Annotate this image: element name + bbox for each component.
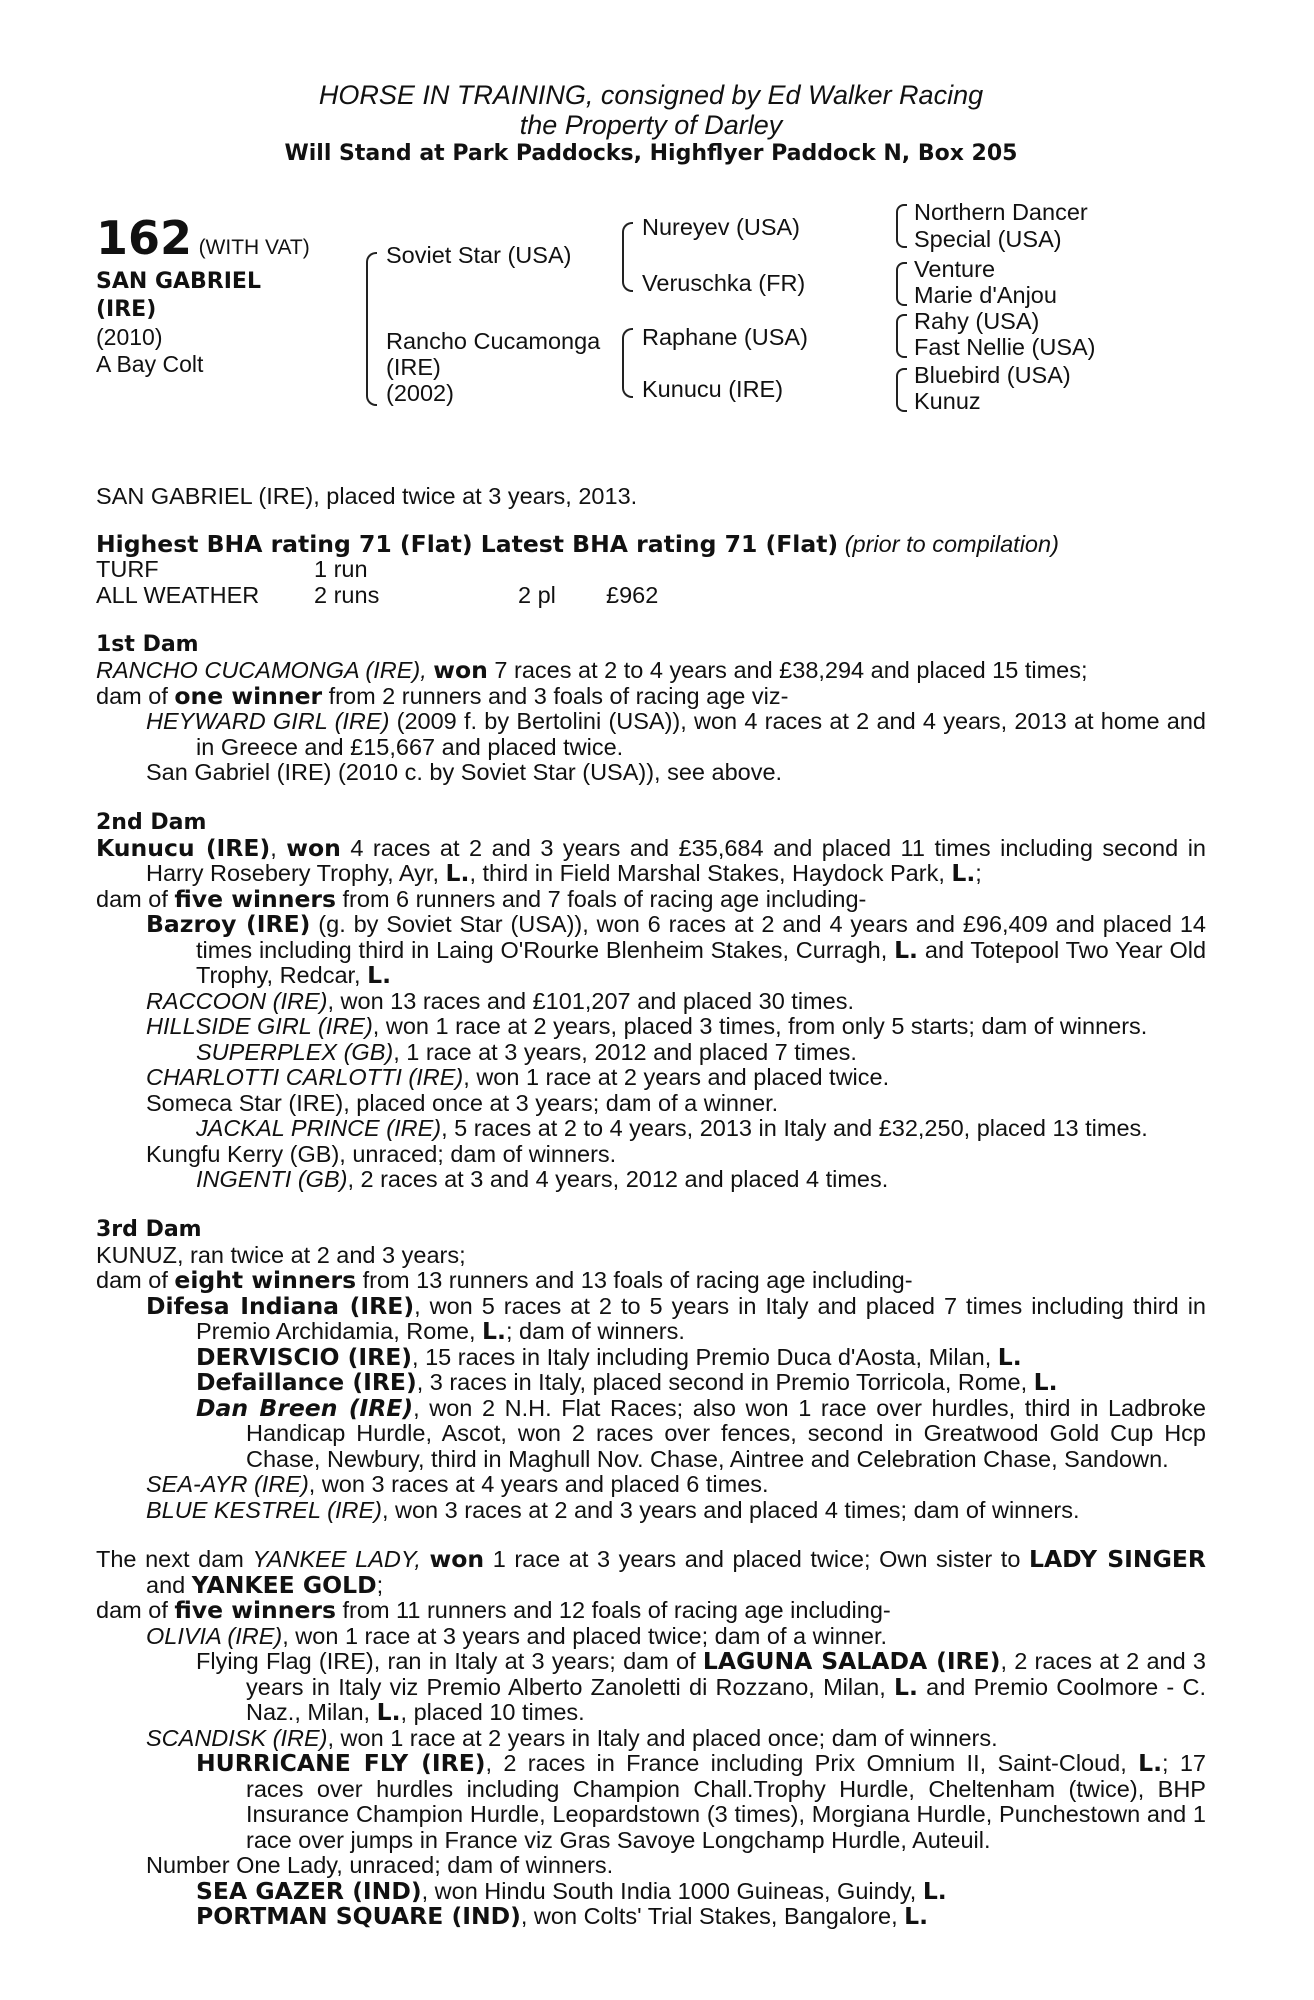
progeny-entry: SCANDISK (IRE), won 1 race at 2 years in Italy and placed once; dam of winners. bbox=[146, 1724, 998, 1751]
dam-line2: (IRE) bbox=[386, 354, 441, 380]
pedigree-bracket bbox=[896, 204, 907, 248]
lot-info bbox=[96, 211, 316, 378]
pedigree-bracket bbox=[896, 262, 907, 306]
sdd: Marie d'Anjou bbox=[914, 282, 1057, 308]
progeny-entry: OLIVIA (IRE), won 1 race at 3 years and placed twice; dam of a winner. bbox=[146, 1622, 888, 1649]
consignor-line: HORSE IN TRAINING, consigned by Ed Walker Racing bbox=[318, 80, 984, 110]
sss: Northern Dancer bbox=[914, 199, 1088, 225]
progeny-entry: INGENTI (GB), 2 races at 3 and 4 years, 2012 and placed 4 times. bbox=[196, 1166, 889, 1192]
progeny-entry: Number One Lady, unraced; dam of winners. bbox=[146, 1852, 614, 1878]
progeny-entry: DERVISCIO (IRE), 15 races in Italy including Premio Duca d'Aosta, Milan, L. bbox=[196, 1342, 1022, 1371]
progeny-entry: Defaillance (IRE), 3 races in Italy, placed second in Premio Torricola, Rome, L. bbox=[196, 1368, 1058, 1396]
ssd: Special (USA) bbox=[914, 226, 1062, 252]
progeny-entry: SUPERPLEX (GB), 1 race at 3 years, 2012 and placed 7 times. bbox=[196, 1038, 857, 1065]
progeny-entry: Dan Breen (IRE), won 2 N.H. Flat Races; also won 1 race over hurdles, third in Ladbroke Handicap Hurdle, Ascot, won 2 races over fences, second in Greatwood Gold Cup Hcp Chase, Newbury, third in Maghull Nov. Chase, Aintree and Celebration Chase, Sandown. bbox=[196, 1393, 1206, 1472]
progeny-entry: SEA-AYR (IRE), won 3 races at 4 years and placed 6 times. bbox=[146, 1471, 769, 1497]
section-title: 3rd Dam bbox=[96, 1216, 202, 1242]
progeny-entry: PORTMAN SQUARE (IND), won Colts' Trial Stakes, Bangalore, L. bbox=[196, 1902, 929, 1930]
first-dam-section: 1st Dam RANCHO CUCAMONGA (IRE), won 7 races at 2 to 4 years and £38,294 and placed 15 times; dam of one winner from 2 runners and 3 foals of racing age viz- HEYWARD GIRL (IRE) (2009 f. by Bertolini (USA)), won 4 races at 2 and 4 years, 2013 at home and in Greece and £15,667 and placed twice. San Gabriel (IRE) (2010 c. by Soviet Star (USA)), see above. bbox=[96, 632, 1206, 785]
next-dam-section: The next dam YANKEE LADY, won 1 race at 3 years and placed twice; Own sister to LADY SINGER and YANKEE GOLD; dam of five winners from 11 runners and 12 foals of racing age including- OLIVIA (IRE), won 1 race at 3 years and placed twice; dam of a winner. Flying Flag (IRE), ran in Italy at 3 years; dam of LAGUNA SALADA (IRE), 2 races at 2 and 3 years in Italy viz Premio Alberto Zanoletti di Rozzano, Milan, L. and Premio Coolmore - C. Naz., Milan, L., placed 10 times. SCANDISK (IRE), won 1 race at 2 years in Italy and placed once; dam of winners. HURRICANE FLY (IRE), 2 races in France including Prix Omnium II, Saint-Cloud, L.; 17 races over hurdles including Champion Chall.Trophy Hurdle, Cheltenham (twice), BHP Insurance Champion Hurdle, Leopardstown (3 times), Morgiana Hurdle, Punchestown and 1 race over jumps in France viz Gras Savoye Longchamp Hurdle, Auteuil. Number One Lady, unraced; dam of winners. SEA GAZER (IND), won Hindu South India 1000 Guineas, Guindy, L. PORTMAN SQUARE (IND), won Colts' Trial Stakes, Bangalore, L. bbox=[96, 1545, 1207, 1930]
third-dam-section: 3rd Dam KUNUZ, ran twice at 2 and 3 years; dam of eight winners from 13 runners and 13 foals of racing age including- Difesa Indiana (IRE), won 5 races at 2 to 5 years in Italy and placed 7 times including third in Premio Archidamia, Rome, L.; dam of winners. DERVISCIO (IRE), 15 races in Italy including Premio Duca d'Aosta, Milan, L. Defaillance (IRE), 3 races in Italy, placed second in Premio Torricola, Rome, L. Dan Breen (IRE), won 2 N.H. Flat Races; also won 1 race over hurdles, third in Ladbroke Handicap Hurdle, Ascot, won 2 races over fences, second in Greatwood Gold Cup Hcp Chase, Newbury, third in Maghull Nov. Chase, Aintree and Celebration Chase, Sandown. SEA-AYR (IRE), won 3 races at 4 years and placed 6 times. BLUE KESTREL (IRE), won 3 races at 2 and 3 years and placed 4 times; dam of winners. bbox=[96, 1216, 1206, 1523]
pedigree-bracket bbox=[896, 314, 907, 358]
dam-dam: Kunucu (IRE) bbox=[642, 376, 784, 402]
section-title: 1st Dam bbox=[96, 632, 199, 657]
property-line: the Property of Darley bbox=[519, 110, 783, 140]
progeny-entry: CHARLOTTI CARLOTTI (IRE), won 1 race at 2 years and placed twice. bbox=[146, 1064, 890, 1090]
catalogue-page bbox=[96, 80, 1206, 1930]
sire: Soviet Star (USA) bbox=[386, 242, 572, 268]
second-dam-section: 2nd Dam Kunucu (IRE), won 4 races at 2 and 3 years and £35,684 and placed 11 times including second in Harry Rosebery Trophy, Ayr, L., third in Field Marshal Stakes, Haydock Park, L.; dam of five winners from 6 runners and 7 foals of racing age including- Bazroy (IRE) (g. by Soviet Star (USA)), won 6 races at 2 and 4 years and £96,409 and placed 14 times including third in Laing O'Rourke Blenheim Stakes, Curragh, L. and Totepool Two Year Old Trophy, Redcar, L. RACCOON (IRE), won 13 races and £101,207 and placed 30 times. HILLSIDE GIRL (IRE), won 1 race at 2 years, placed 3 times, from only 5 starts; dam of winners. SUPERPLEX (GB), 1 race at 3 years, 2012 and placed 7 times. CHARLOTTI CARLOTTI (IRE), won 1 race at 2 years and placed twice. Someca Star (IRE), placed once at 3 years; dam of a winner. JACKAL PRINCE (IRE), 5 races at 2 to 4 years, 2013 in Italy and £32,250, placed 13 times. Kungfu Kerry (GB), unraced; dam of winners. INGENTI (GB), 2 races at 3 and 4 years, 2012 and placed 4 times. bbox=[96, 809, 1207, 1192]
bha-rating: Highest BHA rating 71 (Flat) Latest BHA rating 71 (Flat) bbox=[96, 529, 839, 558]
progeny-entry: San Gabriel (IRE) (2010 c. by Soviet Star (USA)), see above. bbox=[146, 759, 783, 785]
all-weather-row: ALL WEATHER 2 runs 2 pl £962 bbox=[96, 581, 659, 608]
dam-line3: (2002) bbox=[386, 380, 454, 406]
progeny-entry: HURRICANE FLY (IRE), 2 races in France including Prix Omnium II, Saint-Cloud, L.; 17 races over hurdles including Champion Chall.Trophy Hurdle, Cheltenham (twice), BHP Insurance Champion Hurdle, Leopardstown (3 times), Morgiana Hurdle, Punchestown and 1 race over jumps in France viz Gras Savoye Longchamp Hurdle, Auteuil. bbox=[196, 1749, 1206, 1853]
foal-year: (2010) bbox=[96, 324, 163, 350]
pedigree-block bbox=[96, 199, 1206, 484]
lot-number: 162 bbox=[96, 211, 193, 265]
sire-sire: Nureyev (USA) bbox=[642, 214, 801, 240]
progeny-entry: HILLSIDE GIRL (IRE), won 1 race at 2 years, placed 3 times, from only 5 starts; dam of winners. bbox=[146, 1013, 1148, 1039]
section-title: 2nd Dam bbox=[96, 809, 207, 835]
horse-description: A Bay Colt bbox=[96, 351, 204, 377]
progeny-entry: JACKAL PRINCE (IRE), 5 races at 2 to 4 years, 2013 in Italy and £32,250, placed 13 times. bbox=[196, 1115, 1148, 1141]
sire-dam: Veruschka (FR) bbox=[642, 270, 806, 296]
turf-row: TURF 1 run bbox=[96, 556, 368, 582]
ddd: Kunuz bbox=[914, 388, 981, 414]
stand-location: Will Stand at Park Paddocks, Highflyer Paddock N, Box 205 bbox=[284, 141, 1018, 166]
pedigree-bracket bbox=[896, 368, 907, 412]
dds: Bluebird (USA) bbox=[914, 362, 1071, 388]
dsd: Fast Nellie (USA) bbox=[914, 334, 1096, 360]
progeny-entry: Kungfu Kerry (GB), unraced; dam of winners. bbox=[146, 1140, 617, 1167]
pedigree-bracket bbox=[366, 252, 377, 406]
sds: Venture bbox=[914, 256, 996, 282]
progeny-entry: Bazroy (IRE) (g. by Soviet Star (USA)), won 6 races at 2 and 4 years and £96,409 and placed 14 times including third in Laing O'Rourke Blenheim Stakes, Curragh, L. and Totepool Two Year Old Trophy, Redcar, L. bbox=[146, 910, 1207, 989]
dss: Rahy (USA) bbox=[914, 308, 1040, 334]
dam-sire: Raphane (USA) bbox=[642, 324, 808, 350]
dam-line1: Rancho Cucamonga bbox=[386, 328, 601, 354]
progeny-entry: Flying Flag (IRE), ran in Italy at 3 years; dam of LAGUNA SALADA (IRE), 2 races at 2 and 3 years in Italy viz Premio Alberto Zanoletti di Rozzano, Milan, L. and Premio Coolmore - C. Naz., Milan, L., placed 10 times. bbox=[196, 1647, 1206, 1726]
horse-name: SAN GABRIEL (IRE) bbox=[96, 269, 261, 322]
ratings-block bbox=[96, 529, 1206, 609]
race-summary: SAN GABRIEL (IRE), placed twice at 3 years, 2013. bbox=[96, 483, 638, 509]
progeny-entry: RACCOON (IRE), won 13 races and £101,207 and placed 30 times. bbox=[146, 987, 854, 1014]
progeny-entry: HEYWARD GIRL (IRE) (2009 f. by Bertolini (USA)), won 4 races at 2 and 4 years, 2013 at home and in Greece and £15,667 and placed twice. bbox=[146, 708, 1206, 760]
progeny-entry: SEA GAZER (IND), won Hindu South India 1000 Guineas, Guindy, L. bbox=[196, 1876, 947, 1905]
progeny-entry: Someca Star (IRE), placed once at 3 years; dam of a winner. bbox=[146, 1089, 779, 1116]
progeny-entry: BLUE KESTREL (IRE), won 3 races at 2 and 3 years and placed 4 times; dam of winners. bbox=[146, 1496, 1080, 1523]
rating-note: (prior to compilation) bbox=[844, 530, 1059, 557]
page-header bbox=[96, 80, 1206, 168]
progeny-entry: Difesa Indiana (IRE), won 5 races at 2 to 5 years in Italy and placed 7 times including third in Premio Archidamia, Rome, L.; dam of winners. bbox=[146, 1291, 1206, 1345]
pedigree-bracket bbox=[622, 328, 633, 398]
pedigree-bracket bbox=[622, 222, 633, 292]
vat-note: (WITH VAT) bbox=[198, 236, 310, 259]
